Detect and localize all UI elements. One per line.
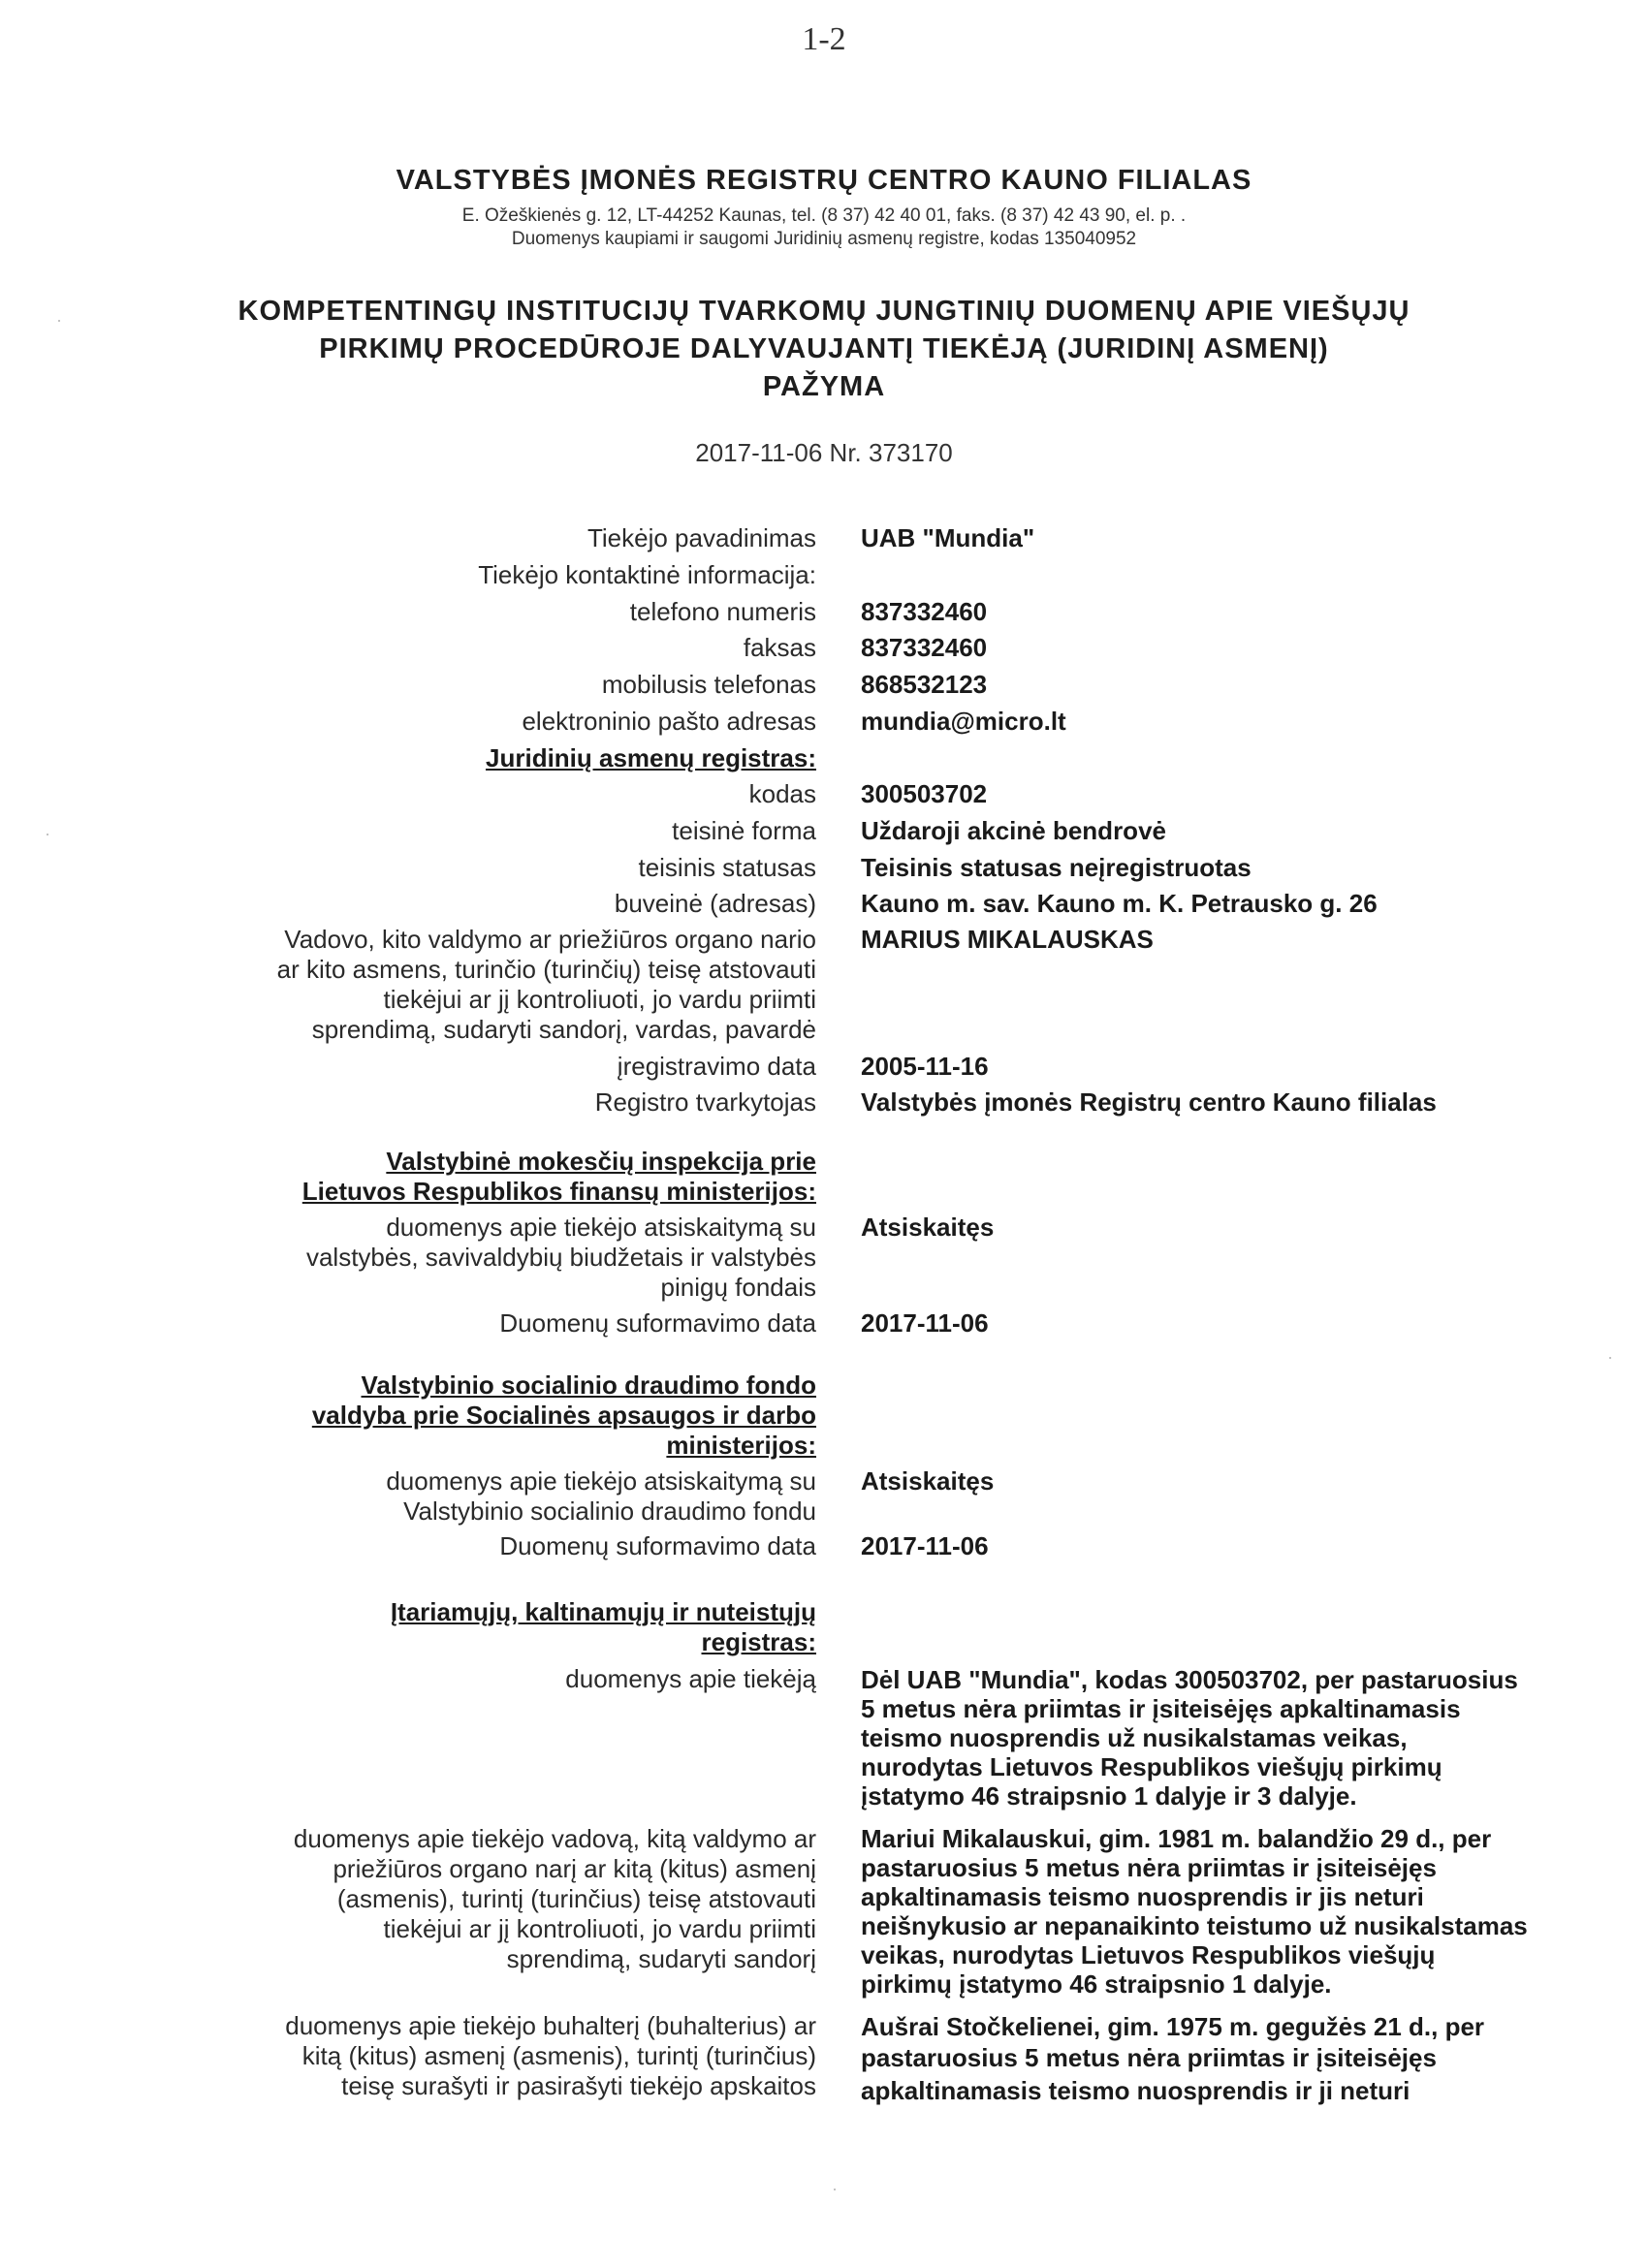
- scan-speck: [47, 834, 48, 835]
- tax-data-label-line: pinigų fondais: [660, 1273, 816, 1302]
- head-label-line: Vadovo, kito valdymo ar priežiūros organo nario: [284, 925, 816, 954]
- issuer-name: VALSTYBĖS ĮMONĖS REGISTRŲ CENTRO KAUNO FILIALAS: [396, 165, 1252, 196]
- criminal-head-label-line: sprendimą, sudaryti sandorį: [506, 1944, 816, 1973]
- company-code-label: kodas: [748, 779, 816, 808]
- tax-status-value: Atsiskaitęs: [861, 1213, 995, 1242]
- criminal-accountant-value-line: pastaruosius 5 metus nėra priimtas ir įsiteisėjęs: [861, 2043, 1437, 2072]
- criminal-head-value-line: pastaruosius 5 metus nėra priimtas ir įsiteisėjęs: [861, 1853, 1437, 1882]
- mobile-value: 868532123: [861, 670, 988, 699]
- fax-label: faksas: [743, 633, 816, 662]
- email-value: mundia@micro.lt: [861, 707, 1066, 736]
- fax-value: 837332460: [861, 633, 988, 662]
- criminal-supplier-value-line: Dėl UAB "Mundia", kodas 300503702, per pastaruosius: [861, 1665, 1518, 1694]
- head-name-value: MARIUS MIKALAUSKAS: [861, 925, 1154, 954]
- phone-value: 837332460: [861, 597, 988, 626]
- criminal-supplier-label: duomenys apie tiekėją: [565, 1664, 816, 1693]
- criminal-heading-line: registras:: [701, 1627, 816, 1656]
- head-label-line: tiekėjui ar jį kontroliuoti, jo vardu priimti: [383, 985, 816, 1014]
- mobile-label: mobilusis telefonas: [601, 670, 816, 699]
- register-keeper-value: Valstybės įmonės Registrų centro Kauno filialas: [861, 1087, 1437, 1117]
- email-label: elektroninio pašto adresas: [522, 707, 816, 736]
- register-keeper-label: Registro tvarkytojas: [594, 1087, 816, 1117]
- social-heading-line: Valstybinio socialinio draudimo fondo: [361, 1370, 816, 1400]
- criminal-accountant-value-line: apkaltinamasis teismo nuosprendis ir ji neturi: [861, 2076, 1410, 2105]
- issuer-address: E. Ožeškienės g. 12, LT-44252 Kaunas, tel. (8 37) 42 40 01, faks. (8 37) 42 43 90, el. p. .: [461, 205, 1187, 226]
- document-title-line-2: PIRKIMŲ PROCEDŪROJE DALYVAUJANTĮ TIEKĖJĄ (JURIDINĮ ASMENĮ): [319, 333, 1329, 364]
- legal-register-heading: Juridinių asmenų registras:: [486, 743, 816, 772]
- supplier-contact-label: Tiekėjo kontaktinė informacija:: [478, 560, 816, 589]
- legal-form-label: teisinė forma: [672, 816, 816, 845]
- tax-data-label-line: valstybės, savivaldybių biudžetais ir valstybės: [305, 1243, 816, 1272]
- criminal-accountant-label-line: teisę surašyti ir pasirašyti tiekėjo apskaitos: [341, 2071, 816, 2100]
- registration-date-label: įregistravimo data: [617, 1052, 816, 1081]
- document-date-number: 2017-11-06 Nr. 373170: [695, 438, 953, 467]
- supplier-name-label: Tiekėjo pavadinimas: [586, 523, 816, 552]
- criminal-head-label-line: duomenys apie tiekėjo vadovą, kitą valdymo ar: [293, 1824, 816, 1853]
- criminal-accountant-label-line: duomenys apie tiekėjo buhalterį (buhalterius) ar: [285, 2011, 816, 2040]
- tax-heading-line: Valstybinė mokesčių inspekcija prie: [386, 1147, 816, 1176]
- criminal-head-value-line: apkaltinamasis teismo nuosprendis ir jis neturi: [861, 1882, 1424, 1911]
- legal-status-label: teisinis statusas: [638, 853, 816, 882]
- registration-date-value: 2005-11-16: [861, 1052, 989, 1081]
- criminal-head-label-line: priežiūros organo narį ar kitą (kitus) asmenį: [333, 1854, 816, 1883]
- criminal-supplier-value-line: teismo nuosprendis už nusikalstamas veikas,: [861, 1723, 1408, 1752]
- criminal-head-value-line: veikas, nurodytas Lietuvos Respublikos viešųjų: [861, 1940, 1436, 1969]
- issuer-registry-note: Duomenys kaupiami ir saugomi Juridinių asmenų registre, kodas 135040952: [511, 229, 1137, 249]
- scan-speck: [834, 2189, 836, 2190]
- social-date-value: 2017-11-06: [861, 1531, 989, 1560]
- company-code-value: 300503702: [861, 779, 988, 808]
- social-date-label: Duomenų suformavimo data: [499, 1531, 816, 1560]
- social-data-label-line: duomenys apie tiekėjo atsiskaitymą su: [386, 1466, 816, 1496]
- registered-address-label: buveinė (adresas): [614, 889, 816, 918]
- head-label-line: ar kito asmens, turinčio (turinčių) teisę atstovauti: [276, 955, 816, 984]
- social-data-label-line: Valstybinio socialinio draudimo fondu: [403, 1496, 816, 1526]
- criminal-heading-line: Įtariamųjų, kaltinamųjų ir nuteistųjų: [390, 1597, 816, 1626]
- page-number: 1-2: [802, 21, 846, 57]
- scan-speck: [58, 320, 60, 322]
- criminal-accountant-value-line: Aušrai Stočkelienei, gim. 1975 m. gegužės 21 d., per: [861, 2012, 1485, 2041]
- legal-form-value: Uždaroji akcinė bendrovė: [861, 816, 1166, 845]
- criminal-accountant-label-line: kitą (kitus) asmenį (asmenis), turintį (turinčius): [301, 2041, 816, 2070]
- criminal-supplier-value-line: nurodytas Lietuvos Respublikos viešųjų pirkimų: [861, 1752, 1442, 1781]
- criminal-head-label-line: (asmenis), turintį (turinčius) teisę atstovauti: [336, 1884, 816, 1913]
- social-heading-line: ministerijos:: [666, 1431, 816, 1460]
- social-status-value: Atsiskaitęs: [861, 1466, 995, 1496]
- criminal-supplier-value-line: 5 metus nėra priimtas ir įsiteisėjęs apkaltinamasis: [861, 1694, 1461, 1723]
- criminal-head-label-line: tiekėjui ar jį kontroliuoti, jo vardu priimti: [383, 1914, 816, 1943]
- supplier-name-value: UAB "Mundia": [861, 523, 1035, 552]
- tax-data-label-line: duomenys apie tiekėjo atsiskaitymą su: [386, 1213, 816, 1242]
- head-label-line: sprendimą, sudaryti sandorį, vardas, pavardė: [311, 1015, 816, 1044]
- tax-date-value: 2017-11-06: [861, 1308, 989, 1338]
- phone-label: telefono numeris: [629, 597, 816, 626]
- tax-date-label: Duomenų suformavimo data: [499, 1308, 816, 1338]
- criminal-head-value-line: pirkimų įstatymo 46 straipsnio 1 dalyje.: [861, 1969, 1332, 1999]
- criminal-head-value-line: Mariui Mikalauskui, gim. 1981 m. balandžio 29 d., per: [861, 1824, 1492, 1853]
- social-heading-line: valdyba prie Socialinės apsaugos ir darbo: [311, 1401, 816, 1430]
- criminal-supplier-value-line: įstatymo 46 straipsnio 1 dalyje ir 3 dalyje.: [861, 1781, 1357, 1811]
- registered-address-value: Kauno m. sav. Kauno m. K. Petrausko g. 26: [861, 889, 1378, 918]
- scan-speck: [1609, 1357, 1611, 1359]
- document-title-line-1: KOMPETENTINGŲ INSTITUCIJŲ TVARKOMŲ JUNGTINIŲ DUOMENŲ APIE VIEŠŲJŲ: [238, 296, 1410, 327]
- tax-heading-line: Lietuvos Respublikos finansų ministerijos:: [301, 1177, 816, 1206]
- criminal-head-value-line: neišnykusio ar nepanaikinto teistumo už nusikalstamas: [861, 1911, 1528, 1940]
- legal-status-value: Teisinis statusas neįregistruotas: [861, 853, 1252, 882]
- document-title-line-3: PAŽYMA: [762, 371, 886, 402]
